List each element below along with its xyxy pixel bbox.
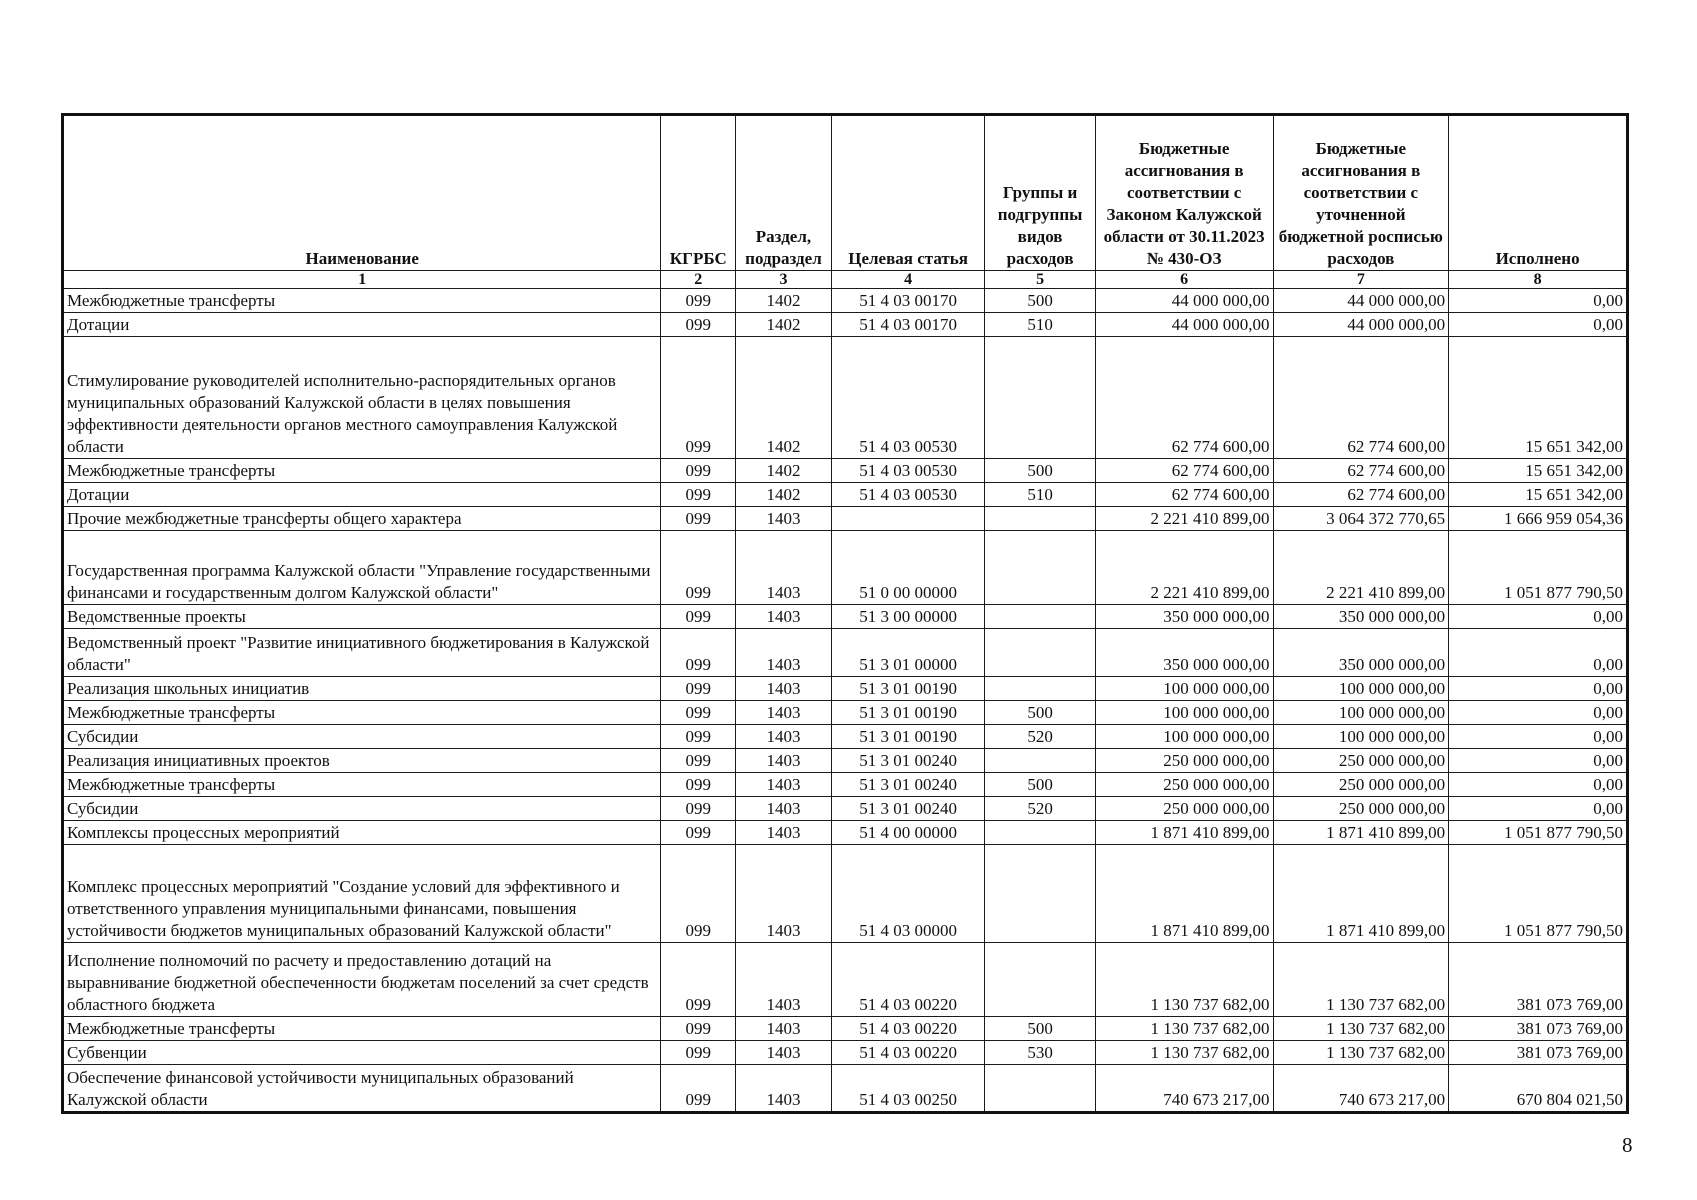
table-row — [63, 773, 1628, 797]
table-cell-executed: 0,00 — [1449, 773, 1628, 797]
table-cell-executed: 1 051 877 790,50 — [1449, 531, 1628, 605]
header-row — [63, 115, 1628, 271]
table-cell-target-article: 51 3 01 00240 — [831, 797, 985, 821]
table-cell-revised-allocation: 1 871 410 899,00 — [1273, 845, 1449, 943]
table-cell-revised-allocation: 1 130 737 682,00 — [1273, 1017, 1449, 1041]
table-cell-name: Межбюджетные трансферты — [63, 1017, 661, 1041]
table-cell-executed: 0,00 — [1449, 677, 1628, 701]
table-cell-expense-group — [985, 337, 1095, 459]
table-cell-kgrbs: 099 — [661, 289, 736, 313]
table-cell-kgrbs: 099 — [661, 605, 736, 629]
table-row — [63, 943, 1628, 1017]
table-row — [63, 701, 1628, 725]
table-cell-razdel: 1402 — [736, 483, 832, 507]
table-cell-name: Обеспечение финансовой устойчивости муниципальных образований Калужской области — [63, 1065, 661, 1113]
table-cell-revised-allocation: 250 000 000,00 — [1273, 749, 1449, 773]
table-cell-razdel: 1402 — [736, 459, 832, 483]
table-cell-target-article: 51 3 00 00000 — [831, 605, 985, 629]
table-cell-revised-allocation: 250 000 000,00 — [1273, 797, 1449, 821]
table-cell-expense-group — [985, 1065, 1095, 1113]
table-cell-expense-group — [985, 531, 1095, 605]
table-cell-target-article: 51 4 03 00220 — [831, 943, 985, 1017]
table-cell-target-article: 51 0 00 00000 — [831, 531, 985, 605]
table-cell-expense-group: 500 — [985, 1017, 1095, 1041]
table-row — [63, 289, 1628, 313]
table-cell-executed: 0,00 — [1449, 749, 1628, 773]
table-cell-expense-group: 510 — [985, 483, 1095, 507]
table-cell-revised-allocation: 3 064 372 770,65 — [1273, 507, 1449, 531]
table-cell-law-allocation: 100 000 000,00 — [1095, 677, 1273, 701]
table-cell-name: Реализация инициативных проектов — [63, 749, 661, 773]
table-cell-razdel: 1403 — [736, 725, 832, 749]
table-cell-expense-group: 510 — [985, 313, 1095, 337]
table-cell-target-article: 51 3 01 00190 — [831, 701, 985, 725]
header-name: Наименование — [63, 115, 661, 271]
table-cell-law-allocation: 62 774 600,00 — [1095, 337, 1273, 459]
table-row — [63, 507, 1628, 531]
table-cell-expense-group: 520 — [985, 797, 1095, 821]
table-cell-revised-allocation: 100 000 000,00 — [1273, 725, 1449, 749]
table-cell-law-allocation: 1 130 737 682,00 — [1095, 1017, 1273, 1041]
table-cell-revised-allocation: 1 130 737 682,00 — [1273, 943, 1449, 1017]
table-cell-law-allocation: 62 774 600,00 — [1095, 483, 1273, 507]
table-row — [63, 749, 1628, 773]
table-cell-name: Комплекс процессных мероприятий "Создание условий для эффективного и ответственного управления муниципальными финансами, повышения устойчивости бюджетов муниципальных образований Калужской области" — [63, 845, 661, 943]
table-cell-kgrbs: 099 — [661, 629, 736, 677]
column-number: 4 — [831, 271, 985, 289]
table-cell-name: Субсидии — [63, 797, 661, 821]
column-number: 5 — [985, 271, 1095, 289]
table-cell-name: Субвенции — [63, 1041, 661, 1065]
table-cell-name: Межбюджетные трансферты — [63, 701, 661, 725]
header-revised-allocations: Бюджетные ассигнования в соответствии с уточненной бюджетной росписью расходов — [1273, 115, 1449, 271]
column-number: 7 — [1273, 271, 1449, 289]
table-cell-law-allocation: 62 774 600,00 — [1095, 459, 1273, 483]
table-row — [63, 1017, 1628, 1041]
table-cell-kgrbs: 099 — [661, 483, 736, 507]
table-cell-expense-group — [985, 821, 1095, 845]
column-number: 2 — [661, 271, 736, 289]
table-cell-target-article — [831, 507, 985, 531]
table-cell-kgrbs: 099 — [661, 459, 736, 483]
table-cell-expense-group — [985, 749, 1095, 773]
table-cell-name: Исполнение полномочий по расчету и предоставлению дотаций на выравнивание бюджетной обеспеченности бюджетам поселений за счет средств областного бюджета — [63, 943, 661, 1017]
column-number: 8 — [1449, 271, 1628, 289]
table-row — [63, 1041, 1628, 1065]
table-cell-expense-group — [985, 605, 1095, 629]
table-row — [63, 459, 1628, 483]
table-cell-target-article: 51 3 01 00240 — [831, 749, 985, 773]
table-cell-razdel: 1403 — [736, 749, 832, 773]
table-cell-law-allocation: 250 000 000,00 — [1095, 773, 1273, 797]
table-cell-kgrbs: 099 — [661, 845, 736, 943]
table-cell-name: Комплексы процессных мероприятий — [63, 821, 661, 845]
table-cell-law-allocation: 350 000 000,00 — [1095, 629, 1273, 677]
table-cell-executed: 381 073 769,00 — [1449, 943, 1628, 1017]
table-cell-razdel: 1403 — [736, 605, 832, 629]
table-cell-law-allocation: 1 130 737 682,00 — [1095, 1041, 1273, 1065]
table-cell-target-article: 51 4 03 00530 — [831, 337, 985, 459]
table-cell-revised-allocation: 62 774 600,00 — [1273, 483, 1449, 507]
table-cell-law-allocation: 2 221 410 899,00 — [1095, 531, 1273, 605]
table-cell-razdel: 1403 — [736, 1041, 832, 1065]
table-cell-expense-group — [985, 507, 1095, 531]
table-cell-revised-allocation: 250 000 000,00 — [1273, 773, 1449, 797]
table-cell-target-article: 51 4 00 00000 — [831, 821, 985, 845]
table-cell-expense-group — [985, 943, 1095, 1017]
table-cell-name: Ведомственные проекты — [63, 605, 661, 629]
table-cell-expense-group — [985, 845, 1095, 943]
table-cell-revised-allocation: 1 130 737 682,00 — [1273, 1041, 1449, 1065]
table-cell-target-article: 51 4 03 00000 — [831, 845, 985, 943]
table-cell-revised-allocation: 350 000 000,00 — [1273, 629, 1449, 677]
table-cell-expense-group: 500 — [985, 289, 1095, 313]
table-cell-target-article: 51 4 03 00220 — [831, 1017, 985, 1041]
table-row — [63, 483, 1628, 507]
table-cell-executed: 0,00 — [1449, 797, 1628, 821]
table-cell-target-article: 51 4 03 00250 — [831, 1065, 985, 1113]
table-cell-target-article: 51 3 01 00000 — [831, 629, 985, 677]
table-row — [63, 605, 1628, 629]
table-cell-revised-allocation: 350 000 000,00 — [1273, 605, 1449, 629]
table-cell-target-article: 51 4 03 00170 — [831, 289, 985, 313]
table-cell-razdel: 1403 — [736, 943, 832, 1017]
table-cell-revised-allocation: 100 000 000,00 — [1273, 701, 1449, 725]
table-row — [63, 797, 1628, 821]
table-cell-executed: 1 051 877 790,50 — [1449, 821, 1628, 845]
table-cell-target-article: 51 3 01 00240 — [831, 773, 985, 797]
table-cell-razdel: 1403 — [736, 507, 832, 531]
table-cell-executed: 381 073 769,00 — [1449, 1041, 1628, 1065]
table-cell-razdel: 1403 — [736, 1065, 832, 1113]
table-cell-kgrbs: 099 — [661, 821, 736, 845]
table-row — [63, 1065, 1628, 1113]
header-target-article: Целевая статья — [831, 115, 985, 271]
table-cell-razdel: 1402 — [736, 313, 832, 337]
table-cell-razdel: 1403 — [736, 677, 832, 701]
table-cell-razdel: 1403 — [736, 797, 832, 821]
table-row — [63, 337, 1628, 459]
table-cell-expense-group: 500 — [985, 701, 1095, 725]
table-cell-revised-allocation: 44 000 000,00 — [1273, 289, 1449, 313]
table-cell-name: Государственная программа Калужской области "Управление государственными финансами и государственным долгом Калужской области" — [63, 531, 661, 605]
table-cell-kgrbs: 099 — [661, 749, 736, 773]
table-cell-razdel: 1403 — [736, 845, 832, 943]
page-number: 8 — [1622, 1133, 1633, 1157]
table-cell-law-allocation: 250 000 000,00 — [1095, 797, 1273, 821]
table-cell-kgrbs: 099 — [661, 337, 736, 459]
table-cell-name: Дотации — [63, 483, 661, 507]
table-cell-razdel: 1403 — [736, 773, 832, 797]
header-executed: Исполнено — [1449, 115, 1628, 271]
table-cell-law-allocation: 2 221 410 899,00 — [1095, 507, 1273, 531]
column-number: 1 — [63, 271, 661, 289]
column-number: 3 — [736, 271, 832, 289]
table-cell-executed: 0,00 — [1449, 701, 1628, 725]
table-cell-razdel: 1403 — [736, 1017, 832, 1041]
table-cell-kgrbs: 099 — [661, 531, 736, 605]
table-cell-kgrbs: 099 — [661, 507, 736, 531]
table-cell-law-allocation: 44 000 000,00 — [1095, 313, 1273, 337]
table-cell-executed: 1 666 959 054,36 — [1449, 507, 1628, 531]
table-cell-kgrbs: 099 — [661, 1065, 736, 1113]
table-cell-executed: 0,00 — [1449, 313, 1628, 337]
table-cell-name: Субсидии — [63, 725, 661, 749]
header-razdel: Раздел, подраздел — [736, 115, 832, 271]
table-cell-law-allocation: 100 000 000,00 — [1095, 725, 1273, 749]
table-cell-razdel: 1403 — [736, 531, 832, 605]
table-cell-target-article: 51 4 03 00170 — [831, 313, 985, 337]
table-row — [63, 845, 1628, 943]
table-cell-name: Межбюджетные трансферты — [63, 289, 661, 313]
table-cell-target-article: 51 3 01 00190 — [831, 677, 985, 701]
table-cell-name: Реализация школьных инициатив — [63, 677, 661, 701]
table-cell-kgrbs: 099 — [661, 773, 736, 797]
table-cell-law-allocation: 1 871 410 899,00 — [1095, 821, 1273, 845]
budget-table — [61, 113, 1629, 1114]
table-cell-expense-group: 500 — [985, 459, 1095, 483]
header-expense-group: Группы и подгруппы видов расходов — [985, 115, 1095, 271]
table-row — [63, 821, 1628, 845]
table-cell-name: Дотации — [63, 313, 661, 337]
table-cell-kgrbs: 099 — [661, 797, 736, 821]
table-cell-law-allocation: 100 000 000,00 — [1095, 701, 1273, 725]
table-cell-expense-group: 520 — [985, 725, 1095, 749]
table-cell-razdel: 1402 — [736, 289, 832, 313]
table-row — [63, 313, 1628, 337]
table-cell-expense-group: 530 — [985, 1041, 1095, 1065]
table-cell-target-article: 51 4 03 00530 — [831, 459, 985, 483]
table-cell-kgrbs: 099 — [661, 725, 736, 749]
table-cell-name: Прочие межбюджетные трансферты общего характера — [63, 507, 661, 531]
table-cell-revised-allocation: 44 000 000,00 — [1273, 313, 1449, 337]
table-cell-razdel: 1402 — [736, 337, 832, 459]
table-cell-kgrbs: 099 — [661, 943, 736, 1017]
table-row — [63, 677, 1628, 701]
table-cell-executed: 0,00 — [1449, 605, 1628, 629]
table-body — [63, 289, 1628, 1113]
table-cell-kgrbs: 099 — [661, 1017, 736, 1041]
table-cell-kgrbs: 099 — [661, 1041, 736, 1065]
table-cell-law-allocation: 44 000 000,00 — [1095, 289, 1273, 313]
table-cell-executed: 15 651 342,00 — [1449, 483, 1628, 507]
table-cell-kgrbs: 099 — [661, 313, 736, 337]
column-number: 6 — [1095, 271, 1273, 289]
table-cell-razdel: 1403 — [736, 821, 832, 845]
table-cell-name: Стимулирование руководителей исполнительно-распорядительных органов муниципальных образований Калужской области в целях повышения эффективности деятельности органов местного самоуправления Калужской области — [63, 337, 661, 459]
header-kgrbs: КГРБС — [661, 115, 736, 271]
table-cell-law-allocation: 250 000 000,00 — [1095, 749, 1273, 773]
table-cell-revised-allocation: 1 871 410 899,00 — [1273, 821, 1449, 845]
table-cell-expense-group — [985, 677, 1095, 701]
table-row — [63, 531, 1628, 605]
table-cell-razdel: 1403 — [736, 701, 832, 725]
table-cell-target-article: 51 4 03 00530 — [831, 483, 985, 507]
table-cell-expense-group — [985, 629, 1095, 677]
table-cell-revised-allocation: 2 221 410 899,00 — [1273, 531, 1449, 605]
table-cell-executed: 0,00 — [1449, 725, 1628, 749]
table-cell-revised-allocation: 62 774 600,00 — [1273, 337, 1449, 459]
column-number-row — [63, 271, 1628, 289]
table-cell-kgrbs: 099 — [661, 701, 736, 725]
table-cell-law-allocation: 1 130 737 682,00 — [1095, 943, 1273, 1017]
table-cell-law-allocation: 740 673 217,00 — [1095, 1065, 1273, 1113]
table-cell-expense-group: 500 — [985, 773, 1095, 797]
table-cell-target-article: 51 3 01 00190 — [831, 725, 985, 749]
table-row — [63, 725, 1628, 749]
table-cell-revised-allocation: 740 673 217,00 — [1273, 1065, 1449, 1113]
table-cell-name: Ведомственный проект "Развитие инициативного бюджетирования в Калужской области" — [63, 629, 661, 677]
header-law-allocations: Бюджетные ассигнования в соответствии с Законом Калужской области от 30.11.2023 № 430-ОЗ — [1095, 115, 1273, 271]
table-cell-revised-allocation: 62 774 600,00 — [1273, 459, 1449, 483]
table-cell-law-allocation: 350 000 000,00 — [1095, 605, 1273, 629]
table-row — [63, 629, 1628, 677]
table-cell-executed: 15 651 342,00 — [1449, 337, 1628, 459]
table-cell-name: Межбюджетные трансферты — [63, 773, 661, 797]
table-cell-executed: 0,00 — [1449, 289, 1628, 313]
table-cell-executed: 15 651 342,00 — [1449, 459, 1628, 483]
table-cell-revised-allocation: 100 000 000,00 — [1273, 677, 1449, 701]
table-cell-razdel: 1403 — [736, 629, 832, 677]
table-cell-executed: 1 051 877 790,50 — [1449, 845, 1628, 943]
table-cell-name: Межбюджетные трансферты — [63, 459, 661, 483]
table-cell-executed: 0,00 — [1449, 629, 1628, 677]
table-cell-executed: 381 073 769,00 — [1449, 1017, 1628, 1041]
table-cell-executed: 670 804 021,50 — [1449, 1065, 1628, 1113]
table-cell-law-allocation: 1 871 410 899,00 — [1095, 845, 1273, 943]
table-cell-target-article: 51 4 03 00220 — [831, 1041, 985, 1065]
table-cell-kgrbs: 099 — [661, 677, 736, 701]
